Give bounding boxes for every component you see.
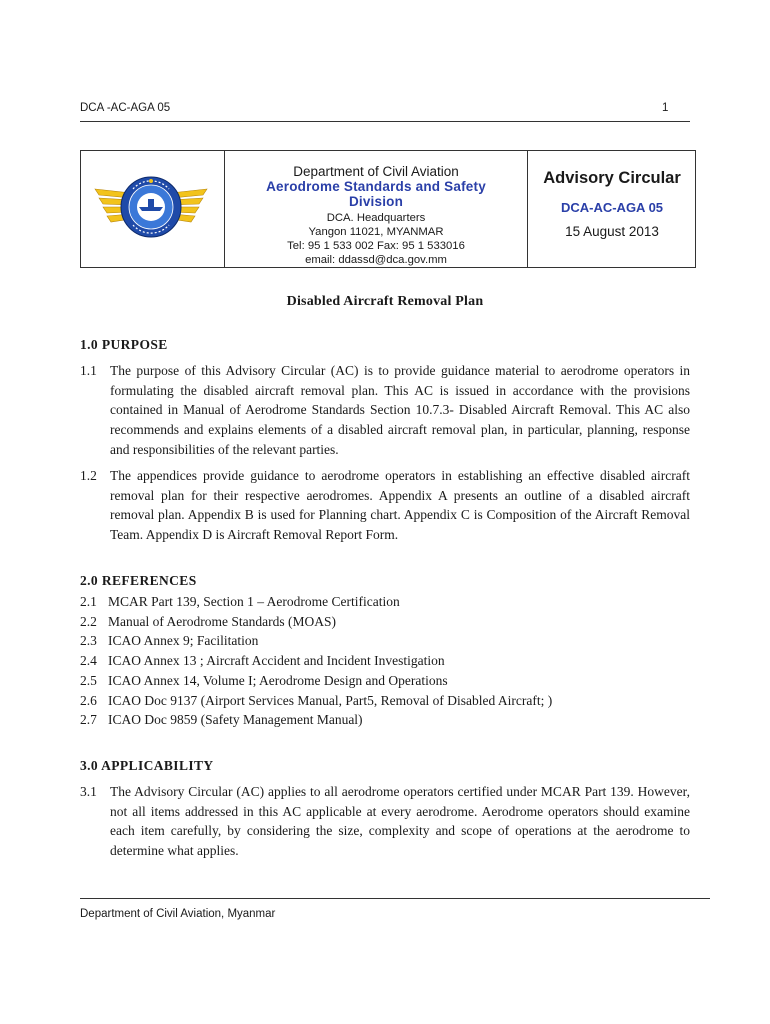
reference-item xyxy=(80,651,552,671)
title-box xyxy=(80,150,696,268)
authority-block xyxy=(225,151,527,267)
references-list xyxy=(80,592,552,730)
paragraph-text: The purpose of this Advisory Circular (AC) is to provide guidance material to aerodrome operators in formulating the disabled aircraft removal plan. This AC is issued in accordance with the provisions contained in Manual of Aerodrome Standards Section 10.7.3- Disabled Aircraft Removal. This AC also recommends and explains elements of a disabled aircraft removal plan, in particular, planning, response and responsibilities of the relevant parties. xyxy=(110,363,690,457)
paragraph-number: 1.1 xyxy=(80,363,97,378)
reference-text: ICAO Annex 13 ; Aircraft Accident and Incident Investigation xyxy=(108,653,445,669)
paragraph-text: The appendices provide guidance to aerodrome operators in establishing an effective disabled aircraft removal plan for their respective aerodromes. Appendix A presents an outline of a disabled aircraft removal plan. Appendix B is used for Planning chart. Appendix C is Composition of the Aircraft Removal Team. Appendix D is Aircraft Removal Report Form. xyxy=(110,468,690,543)
circular-block xyxy=(528,151,696,239)
reference-item xyxy=(80,592,552,612)
division-name-line2: Division xyxy=(348,194,404,209)
paragraph-1-1 xyxy=(80,361,690,460)
reference-number: 2.4 xyxy=(80,653,97,669)
reference-text: ICAO Doc 9859 (Safety Management Manual) xyxy=(108,712,363,728)
header-rule xyxy=(80,121,690,122)
paragraph-number: 3.1 xyxy=(80,784,97,799)
paragraph-3-1 xyxy=(80,782,690,861)
address: Yangon 11021, MYANMAR xyxy=(308,226,444,238)
reference-number: 2.5 xyxy=(80,672,97,688)
footer-text: Department of Civil Aviation, Myanmar xyxy=(80,908,276,920)
header-page-number: 1 xyxy=(662,102,669,114)
reference-number: 2.6 xyxy=(80,692,97,708)
purpose-heading: 1.0 PURPOSE xyxy=(80,337,168,352)
tel-fax: Tel: 95 1 533 002 Fax: 95 1 533016 xyxy=(287,240,465,252)
footer-rule xyxy=(80,898,710,899)
applicability-heading: 3.0 APPLICABILITY xyxy=(80,758,214,773)
headquarters: DCA. Headquarters xyxy=(326,212,426,224)
circular-title: Advisory Circular xyxy=(543,169,681,187)
reference-item xyxy=(80,710,552,730)
division-name-line1: Aerodrome Standards and Safety xyxy=(266,179,486,194)
reference-text: ICAO Annex 9; Facilitation xyxy=(108,633,259,649)
paragraph-number: 1.2 xyxy=(80,468,97,483)
department-name: Department of Civil Aviation xyxy=(293,164,459,179)
reference-number: 2.2 xyxy=(80,613,97,629)
reference-item xyxy=(80,612,552,632)
reference-text: ICAO Doc 9137 (Airport Services Manual, Part5, Removal of Disabled Aircraft; ) xyxy=(108,692,553,708)
paragraph-1-2 xyxy=(80,466,690,545)
reference-text: ICAO Annex 14, Volume I; Aerodrome Design and Operations xyxy=(108,672,448,688)
circular-date: 15 August 2013 xyxy=(565,224,659,239)
reference-number: 2.1 xyxy=(80,594,97,609)
references-heading: 2.0 REFERENCES xyxy=(80,573,197,588)
reference-item xyxy=(80,671,552,691)
email: email: ddassd@dca.gov.mm xyxy=(305,254,447,266)
document-title: Disabled Aircraft Removal Plan xyxy=(286,294,484,309)
header-doc-code: DCA -AC-AGA 05 xyxy=(80,102,171,114)
reference-number: 2.3 xyxy=(80,633,97,649)
reference-number: 2.7 xyxy=(80,712,97,728)
circular-code: DCA-AC-AGA 05 xyxy=(560,200,664,215)
reference-item xyxy=(80,631,552,651)
paragraph-text: The Advisory Circular (AC) applies to all aerodrome operators certified under MCAR Part 139. However, not all items addressed in this AC applicable at every aerodrome. Aerodrome operators should examine each item carefully, by considering the size, complexity and scope of operations at the aerodrome to determine what applies. xyxy=(110,784,690,859)
reference-text: Manual of Aerodrome Standards (MOAS) xyxy=(108,613,336,629)
reference-item xyxy=(80,691,552,711)
dca-logo-icon xyxy=(91,171,211,243)
reference-text: MCAR Part 139, Section 1 – Aerodrome Certification xyxy=(108,594,400,609)
